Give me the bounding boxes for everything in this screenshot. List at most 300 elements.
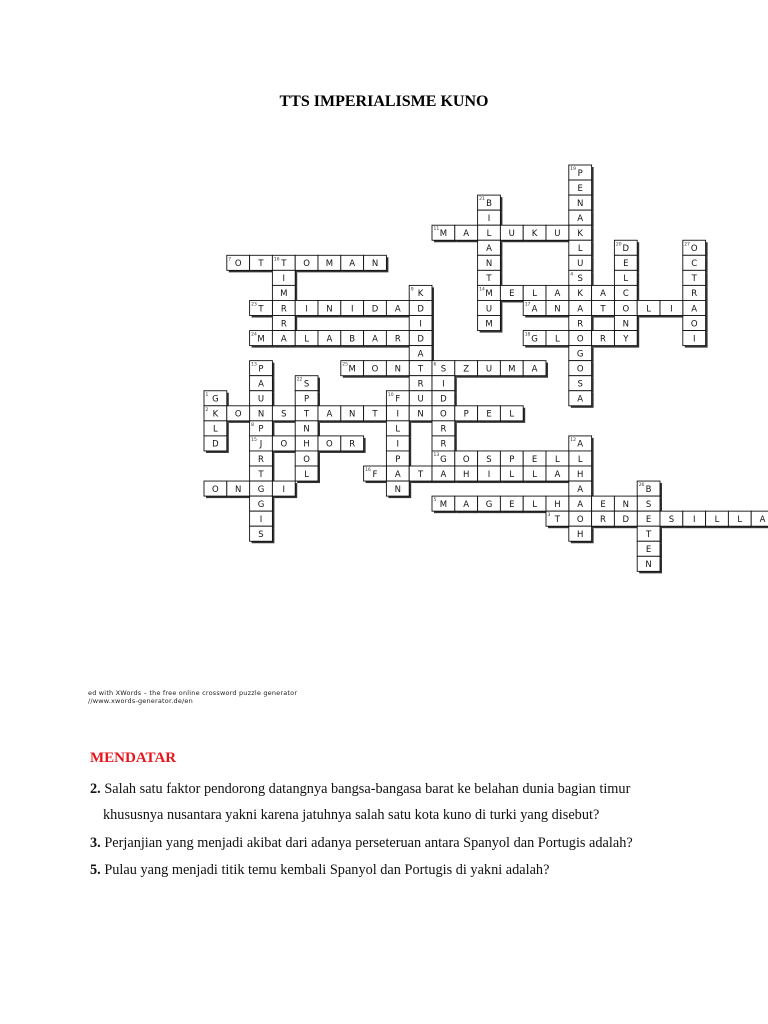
crossword-cell: [432, 391, 455, 406]
cell-letter: I: [396, 409, 400, 420]
cell-letter: O: [326, 439, 333, 450]
crossword-cell: [227, 481, 250, 496]
cell-letter: D: [417, 304, 424, 315]
cell-letter: K: [577, 289, 583, 300]
cell-letter: A: [577, 499, 584, 510]
crossword-cell: [250, 376, 273, 391]
cell-letter: E: [577, 183, 583, 194]
cell-letter: P: [509, 454, 515, 465]
crossword-cell: [569, 180, 592, 195]
crossword-cell: [637, 300, 660, 315]
crossword-cell: [364, 466, 387, 481]
crossword-cell: [569, 210, 592, 225]
crossword-cell: [478, 300, 501, 315]
cell-letter: L: [555, 334, 560, 345]
cell-letter: G: [257, 484, 265, 495]
crossword-cell: [272, 300, 295, 315]
clue-text: Salah satu faktor pendorong datangnya bangsa-bangasa barat ke belahan dunia bagian timur: [104, 781, 631, 797]
crossword-cell: [569, 331, 592, 346]
cell-letter: P: [395, 454, 401, 465]
crossword-cell: [250, 451, 273, 466]
cell-letter: S: [486, 454, 492, 465]
crossword-cell: [683, 270, 706, 285]
cell-letter: L: [577, 454, 583, 465]
crossword-cell: [546, 451, 569, 466]
clue-number: 3.: [90, 835, 101, 851]
crossword-cell: [569, 225, 592, 240]
generator-url: //www.xwords-generator.de/en: [88, 697, 193, 705]
cell-number: 24: [251, 332, 257, 338]
crossword-cell: [706, 511, 729, 526]
cell-letter: U: [417, 394, 424, 405]
cell-letter: I: [487, 213, 491, 224]
crossword-cell: [318, 436, 341, 451]
cell-letter: T: [372, 409, 378, 420]
cell-letter: P: [258, 364, 264, 375]
crossword-cell: [500, 496, 523, 511]
section-heading-mendatar: MENDATAR: [90, 750, 177, 766]
cell-letter: P: [577, 168, 583, 179]
crossword-cell: [204, 421, 227, 436]
cell-letter: N: [371, 259, 379, 270]
crossword-cell: [272, 316, 295, 331]
cell-letter: D: [440, 394, 447, 405]
crossword-cell: [569, 436, 592, 451]
cell-letter: L: [714, 514, 720, 525]
crossword-cell: [478, 270, 501, 285]
crossword-cell: [478, 195, 501, 210]
cell-letter: A: [577, 304, 584, 315]
crossword-cell: [455, 496, 478, 511]
cell-letter: G: [257, 499, 265, 510]
crossword-cell: [364, 300, 387, 315]
crossword-cell: [478, 285, 501, 300]
cell-letter: R: [577, 319, 584, 330]
cell-number: 12: [570, 437, 577, 443]
cell-letter: A: [577, 394, 584, 405]
cell-letter: P: [463, 409, 469, 420]
crossword-cell: [250, 496, 273, 511]
crossword-cell: [386, 406, 409, 421]
crossword-cell: [386, 436, 409, 451]
clue-item: [90, 776, 710, 828]
cell-letter: F: [372, 469, 378, 480]
crossword-cell: [318, 406, 341, 421]
crossword-cell: [341, 331, 364, 346]
cell-letter: T: [258, 469, 264, 480]
cell-letter: E: [486, 409, 492, 420]
crossword-cell: [272, 285, 295, 300]
cell-letter: A: [531, 364, 538, 375]
crossword-cell: [683, 316, 706, 331]
crossword-cell: [409, 331, 432, 346]
crossword-cell: [455, 406, 478, 421]
crossword-cell: [569, 255, 592, 270]
crossword-cell: [500, 451, 523, 466]
cell-letter: E: [645, 545, 652, 556]
cell-letter: N: [394, 364, 401, 375]
crossword-cell: [250, 331, 273, 346]
cell-number: 23: [251, 302, 257, 308]
cell-letter: M: [325, 259, 334, 270]
cell-letter: O: [462, 454, 470, 465]
cell-letter: I: [487, 469, 491, 480]
crossword-cell: [455, 451, 478, 466]
crossword-cell: [546, 511, 569, 526]
crossword-cell: [227, 255, 250, 270]
cell-letter: A: [349, 259, 356, 270]
cell-letter: A: [326, 409, 333, 420]
clue-text: Pulau yang menjadi titik temu kembali Spanyol dan Portugis di yakni adalah?: [104, 862, 550, 878]
cell-letter: I: [670, 304, 673, 315]
crossword-cell: [341, 361, 364, 376]
crossword-cell: [386, 391, 409, 406]
crossword-cell: [523, 466, 546, 481]
cell-letter: O: [576, 514, 584, 525]
crossword-cell: [751, 511, 768, 526]
crossword-cell: [478, 210, 501, 225]
cell-letter: R: [440, 439, 447, 450]
crossword-cell: [614, 331, 637, 346]
cell-letter: L: [646, 304, 651, 315]
crossword-cell: [318, 331, 341, 346]
crossword-cell: [660, 300, 683, 315]
cell-letter: T: [645, 530, 652, 541]
cell-letter: A: [531, 304, 538, 315]
crossword-cell: [569, 526, 592, 541]
crossword-cell: [432, 466, 455, 481]
crossword-cell: [546, 466, 569, 481]
cell-letter: A: [280, 334, 287, 345]
cell-letter: H: [576, 469, 584, 480]
crossword-cell: [318, 255, 341, 270]
crossword-cell: [432, 376, 455, 391]
cell-letter: N: [326, 304, 333, 315]
cell-letter: B: [486, 198, 492, 209]
cell-letter: E: [623, 259, 629, 270]
cell-letter: T: [486, 274, 492, 285]
crossword-cell: [432, 496, 455, 511]
cell-letter: T: [258, 259, 264, 270]
crossword-cell: [523, 451, 546, 466]
crossword-cell: [683, 331, 706, 346]
cell-letter: M: [485, 289, 493, 300]
crossword-cell: [295, 451, 318, 466]
cell-letter: N: [303, 424, 310, 435]
cell-letter: O: [212, 484, 219, 495]
crossword-cell: [409, 361, 432, 376]
cell-letter: O: [234, 259, 242, 270]
crossword-cell: [364, 331, 387, 346]
cell-letter: S: [577, 274, 583, 285]
cell-number: 13: [433, 452, 440, 458]
cell-letter: G: [212, 394, 219, 405]
cell-number: 21: [479, 197, 485, 203]
crossword-cell: [546, 496, 569, 511]
crossword-cell: [614, 255, 637, 270]
cell-letter: N: [554, 304, 561, 315]
crossword-cell: [295, 376, 318, 391]
crossword-cell: [386, 466, 409, 481]
cell-letter: D: [371, 304, 379, 315]
crossword-cell: [614, 300, 637, 315]
cell-letter: Z: [463, 364, 470, 375]
cell-letter: E: [509, 499, 515, 510]
cell-letter: U: [577, 259, 584, 270]
crossword-cell: [569, 466, 592, 481]
crossword-cell: [637, 481, 660, 496]
cell-letter: P: [258, 424, 264, 435]
cell-letter: O: [371, 364, 379, 375]
crossword-cell: [409, 466, 432, 481]
cell-letter: I: [692, 514, 696, 525]
crossword-cell: [478, 496, 501, 511]
cell-letter: U: [485, 364, 493, 375]
page-title: TTS IMPERIALISME KUNO: [279, 93, 489, 110]
cell-letter: L: [532, 289, 537, 300]
crossword-cell: [272, 406, 295, 421]
crossword-cell: [569, 481, 592, 496]
cell-letter: L: [532, 469, 537, 480]
cell-letter: I: [282, 274, 286, 285]
cell-letter: S: [577, 379, 583, 390]
cell-letter: P: [304, 394, 310, 405]
cell-letter: U: [508, 229, 515, 240]
crossword-cell: [683, 255, 706, 270]
cell-letter: O: [234, 409, 242, 420]
cell-letter: E: [531, 454, 538, 465]
cell-letter: R: [440, 424, 447, 435]
cell-letter: A: [463, 229, 470, 240]
cell-letter: R: [600, 334, 606, 345]
crossword-cell: [409, 346, 432, 361]
crossword-cell: [272, 481, 295, 496]
crossword-cell: [272, 255, 295, 270]
crossword-cell: [455, 466, 478, 481]
cell-letter: N: [485, 259, 493, 270]
cell-letter: A: [372, 334, 378, 345]
cell-letter: E: [600, 499, 606, 510]
cell-letter: M: [257, 334, 265, 345]
cell-letter: N: [622, 319, 629, 330]
cell-letter: T: [258, 304, 264, 315]
crossword-cell: [614, 240, 637, 255]
cell-letter: M: [439, 229, 448, 240]
crossword-cell: [432, 436, 455, 451]
crossword-cell: [295, 436, 318, 451]
crossword-cell: [500, 361, 523, 376]
crossword-cell: [478, 361, 501, 376]
cell-letter: O: [576, 364, 584, 375]
crossword-cell: [250, 361, 273, 376]
cell-letter: G: [576, 349, 584, 360]
crossword-cell: [250, 481, 273, 496]
cell-number: 8: [251, 422, 254, 428]
cell-number: 26: [638, 483, 645, 489]
crossword-cell: [386, 300, 409, 315]
cell-letter: O: [576, 334, 584, 345]
crossword-cell: [272, 436, 295, 451]
crossword-cell: [569, 451, 592, 466]
cell-letter: S: [303, 379, 310, 390]
cell-letter: L: [737, 514, 743, 525]
cell-letter: A: [691, 304, 698, 315]
crossword-cell: [272, 331, 295, 346]
crossword-cell: [523, 285, 546, 300]
cell-letter: A: [258, 379, 264, 390]
crossword-cell: [569, 391, 592, 406]
cell-letter: A: [463, 499, 470, 510]
cell-letter: A: [486, 244, 492, 255]
crossword-cell: [478, 240, 501, 255]
crossword-cell: [341, 436, 364, 451]
cell-letter: I: [305, 304, 308, 315]
cell-letter: S: [668, 514, 675, 525]
cell-letter: A: [759, 514, 766, 525]
crossword-cell: [569, 195, 592, 210]
crossword-cell: [592, 496, 615, 511]
crossword-cell: [295, 300, 318, 315]
cell-number: 1: [205, 392, 209, 398]
crossword-cell: [569, 361, 592, 376]
cell-letter: U: [257, 394, 265, 405]
crossword-cell: [409, 316, 432, 331]
cell-letter: R: [394, 334, 401, 345]
clue-text-continuation: khususnya nusantara yakni karena jatuhnya salah satu kota kuno di turki yang disebut?: [103, 807, 600, 823]
cell-letter: H: [462, 469, 470, 480]
cell-letter: T: [417, 364, 424, 375]
cell-letter: I: [396, 439, 400, 450]
cell-letter: L: [304, 469, 309, 480]
crossword-cell: [683, 240, 706, 255]
cell-letter: C: [691, 259, 698, 270]
cell-letter: R: [280, 319, 287, 330]
cell-letter: N: [394, 484, 401, 495]
crossword-cell: [409, 406, 432, 421]
crossword-cell: [569, 285, 592, 300]
crossword-cell: [614, 496, 637, 511]
crossword-cell: [204, 481, 227, 496]
cell-number: 5: [433, 498, 437, 504]
cell-letter: E: [509, 289, 515, 300]
crossword-cell: [500, 225, 523, 240]
cell-letter: R: [349, 439, 356, 450]
cell-letter: I: [282, 484, 286, 495]
crossword-cell: [227, 406, 250, 421]
crossword-cell: [272, 270, 295, 285]
crossword-cell: [250, 255, 273, 270]
cell-letter: A: [326, 334, 333, 345]
cell-letter: E: [645, 514, 652, 525]
crossword-cell: [500, 466, 523, 481]
crossword-cell: [432, 361, 455, 376]
crossword-cell: [683, 511, 706, 526]
crossword-cell: [523, 496, 546, 511]
cell-letter: A: [600, 289, 606, 300]
crossword-cell: [386, 331, 409, 346]
cell-letter: L: [623, 274, 629, 285]
cell-letter: K: [212, 409, 219, 420]
crossword-cell: [569, 316, 592, 331]
cell-letter: T: [600, 304, 606, 315]
cell-letter: R: [691, 289, 698, 300]
crossword-cell: [660, 511, 683, 526]
crossword-cell: [204, 436, 227, 451]
crossword-cell: [614, 511, 637, 526]
crossword-cell: [455, 225, 478, 240]
crossword-cell: [204, 406, 227, 421]
crossword-cell: [569, 511, 592, 526]
cell-letter: N: [349, 409, 356, 420]
crossword-cell: [455, 361, 478, 376]
cell-number: 25: [342, 362, 349, 368]
crossword-cell: [432, 451, 455, 466]
cell-letter: F: [395, 394, 401, 405]
cell-letter: B: [645, 484, 652, 495]
cell-letter: L: [213, 424, 218, 435]
cell-letter: A: [577, 484, 584, 495]
crossword-cell: [364, 361, 387, 376]
cell-letter: M: [485, 319, 493, 330]
cell-letter: D: [622, 244, 630, 255]
cell-letter: M: [348, 364, 356, 375]
cell-letter: H: [554, 499, 561, 510]
cell-letter: C: [622, 289, 629, 300]
crossword-cell: [478, 316, 501, 331]
cell-letter: A: [554, 289, 561, 300]
cell-letter: L: [532, 499, 537, 510]
generator-credit: ed with XWords – the free online crossword puzzle generator: [88, 689, 298, 697]
cell-number: 20: [615, 242, 622, 248]
cell-letter: M: [439, 499, 448, 510]
cell-letter: O: [440, 409, 447, 420]
cell-letter: O: [622, 304, 630, 315]
cell-number: 13: [251, 362, 257, 368]
crossword-cell: [250, 466, 273, 481]
cell-letter: K: [417, 289, 424, 300]
cell-letter: D: [212, 439, 219, 450]
crossword-cell: [295, 466, 318, 481]
crossword-cell: [386, 421, 409, 436]
crossword-cell: [295, 331, 318, 346]
cell-letter: D: [622, 514, 630, 525]
crossword-cell: [523, 331, 546, 346]
cell-number: 6: [433, 362, 437, 368]
cell-number: 4: [570, 272, 574, 278]
crossword-cell: [250, 526, 273, 541]
crossword-cell: [318, 300, 341, 315]
crossword-cell: [569, 240, 592, 255]
crossword-cell: [250, 300, 273, 315]
crossword-cell: [592, 300, 615, 315]
cell-number: 18: [524, 332, 531, 338]
crossword-cell: [569, 300, 592, 315]
cell-letter: I: [419, 319, 422, 330]
cell-number: 10: [387, 392, 394, 398]
crossword-cell: [569, 496, 592, 511]
cell-letter: A: [554, 469, 561, 480]
cell-letter: U: [554, 229, 561, 240]
cell-letter: M: [508, 364, 516, 375]
crossword-cell: [569, 165, 592, 180]
cell-number: 27: [684, 242, 691, 248]
crossword-cell: [386, 481, 409, 496]
clue-number: 2.: [90, 781, 101, 797]
cell-letter: L: [304, 334, 309, 345]
cell-letter: R: [417, 379, 424, 390]
cell-number: 11: [433, 227, 440, 233]
crossword-cell: [569, 346, 592, 361]
